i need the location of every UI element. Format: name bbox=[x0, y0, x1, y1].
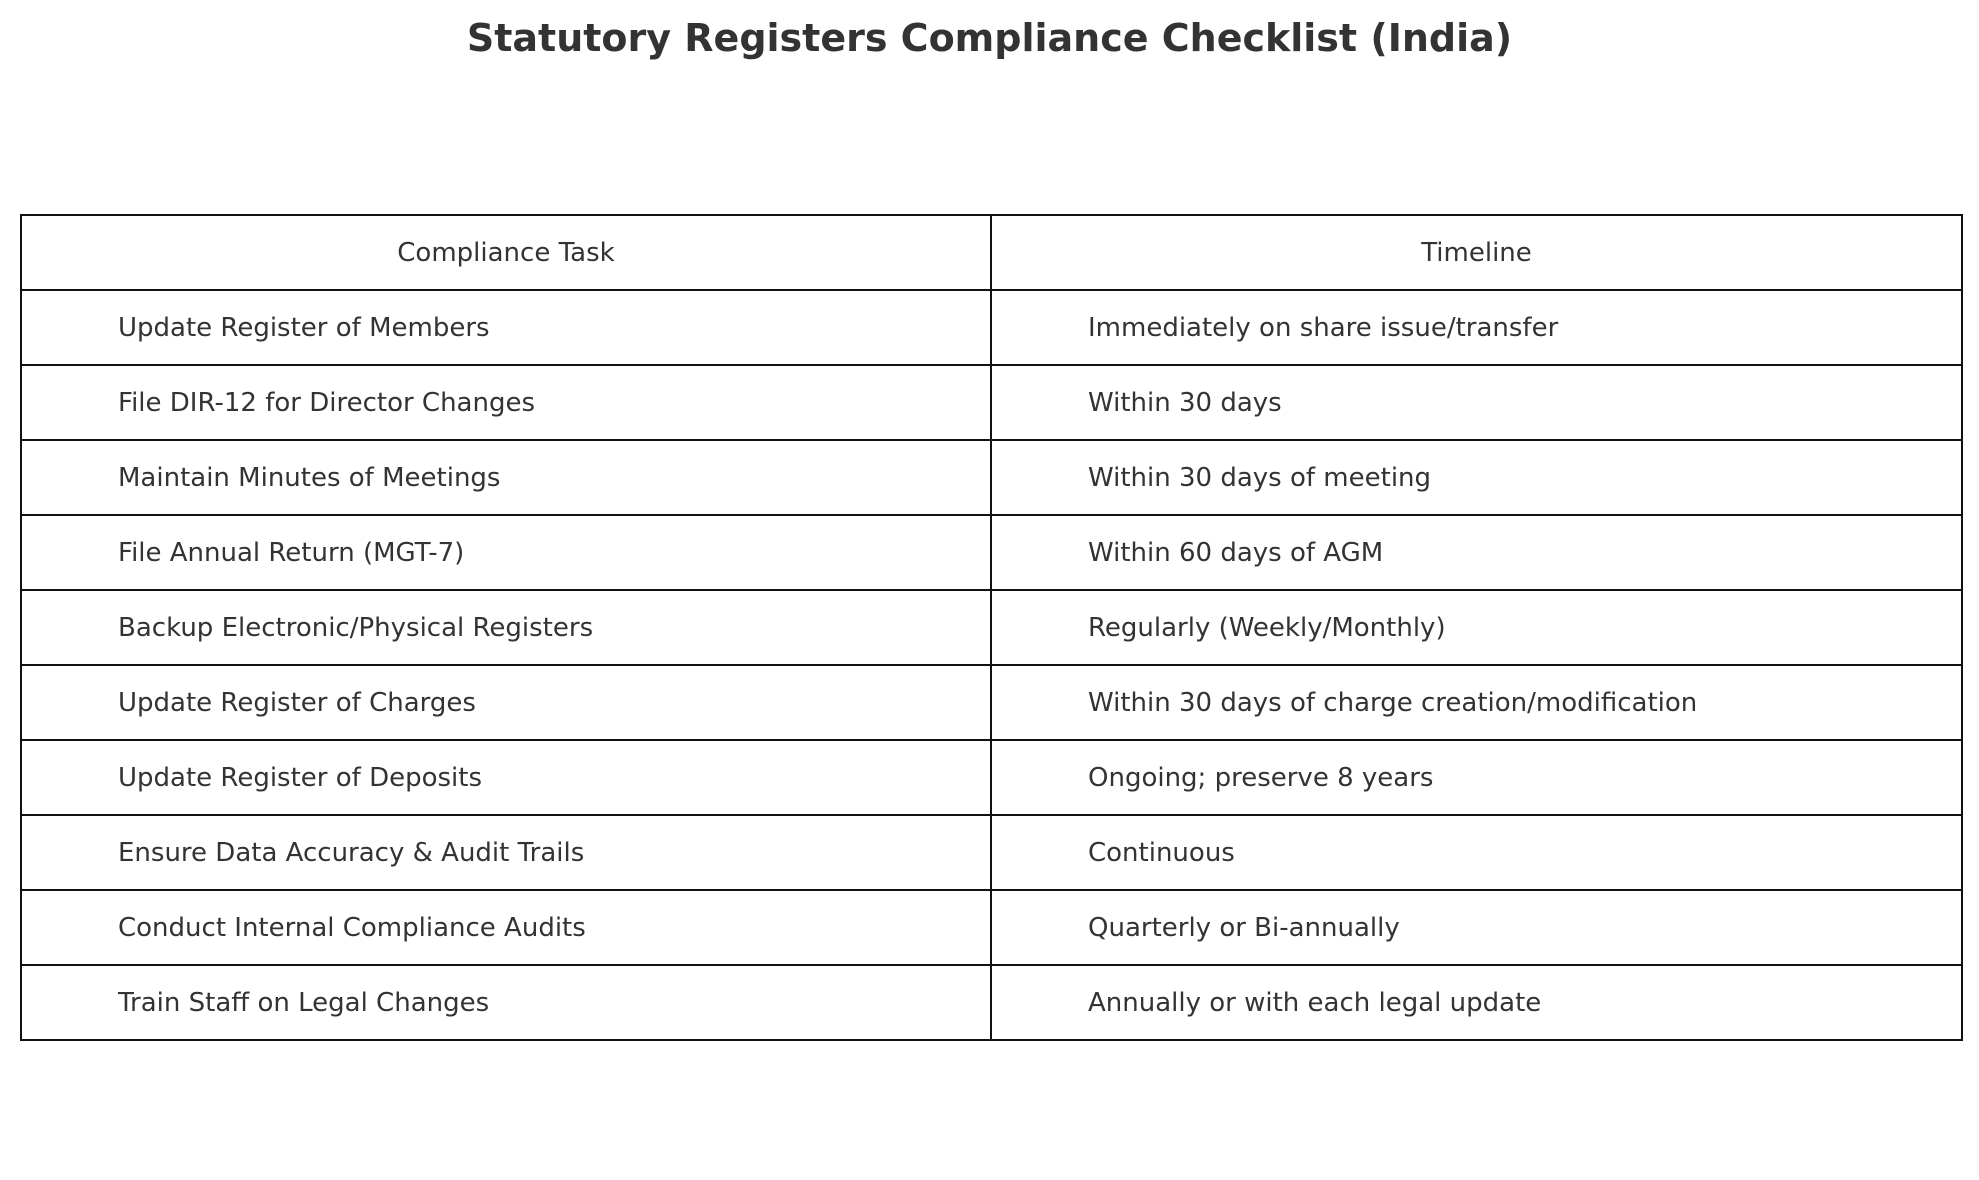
task-cell: Maintain Minutes of Meetings bbox=[21, 440, 991, 515]
task-cell: Backup Electronic/Physical Registers bbox=[21, 590, 991, 665]
task-cell: Ensure Data Accuracy & Audit Trails bbox=[21, 815, 991, 890]
table-row bbox=[21, 965, 1962, 1040]
timeline-cell: Annually or with each legal update bbox=[991, 965, 1962, 1040]
table-row bbox=[21, 440, 1962, 515]
timeline-cell: Within 60 days of AGM bbox=[991, 515, 1962, 590]
timeline-cell: Immediately on share issue/transfer bbox=[991, 290, 1962, 365]
column-header-task: Compliance Task bbox=[21, 215, 991, 290]
task-cell: Update Register of Deposits bbox=[21, 740, 991, 815]
table-row bbox=[21, 590, 1962, 665]
table-row bbox=[21, 665, 1962, 740]
table-row bbox=[21, 365, 1962, 440]
task-cell: Update Register of Charges bbox=[21, 665, 991, 740]
timeline-cell: Within 30 days of charge creation/modification bbox=[991, 665, 1962, 740]
column-header-timeline: Timeline bbox=[991, 215, 1962, 290]
table-row bbox=[21, 515, 1962, 590]
table-row bbox=[21, 815, 1962, 890]
table-row bbox=[21, 290, 1962, 365]
timeline-cell: Ongoing; preserve 8 years bbox=[991, 740, 1962, 815]
page-title: Statutory Registers Compliance Checklist (India) bbox=[466, 16, 1513, 60]
task-cell: Conduct Internal Compliance Audits bbox=[21, 890, 991, 965]
table-row bbox=[21, 890, 1962, 965]
compliance-table bbox=[20, 214, 1963, 1041]
task-cell: File Annual Return (MGT-7) bbox=[21, 515, 991, 590]
timeline-cell: Within 30 days bbox=[991, 365, 1962, 440]
task-cell: File DIR-12 for Director Changes bbox=[21, 365, 991, 440]
timeline-cell: Continuous bbox=[991, 815, 1962, 890]
timeline-cell: Regularly (Weekly/Monthly) bbox=[991, 590, 1962, 665]
timeline-cell: Within 30 days of meeting bbox=[991, 440, 1962, 515]
table-header-row bbox=[21, 215, 1962, 290]
timeline-cell: Quarterly or Bi-annually bbox=[991, 890, 1962, 965]
task-cell: Update Register of Members bbox=[21, 290, 991, 365]
task-cell: Train Staff on Legal Changes bbox=[21, 965, 991, 1040]
table-row bbox=[21, 740, 1962, 815]
